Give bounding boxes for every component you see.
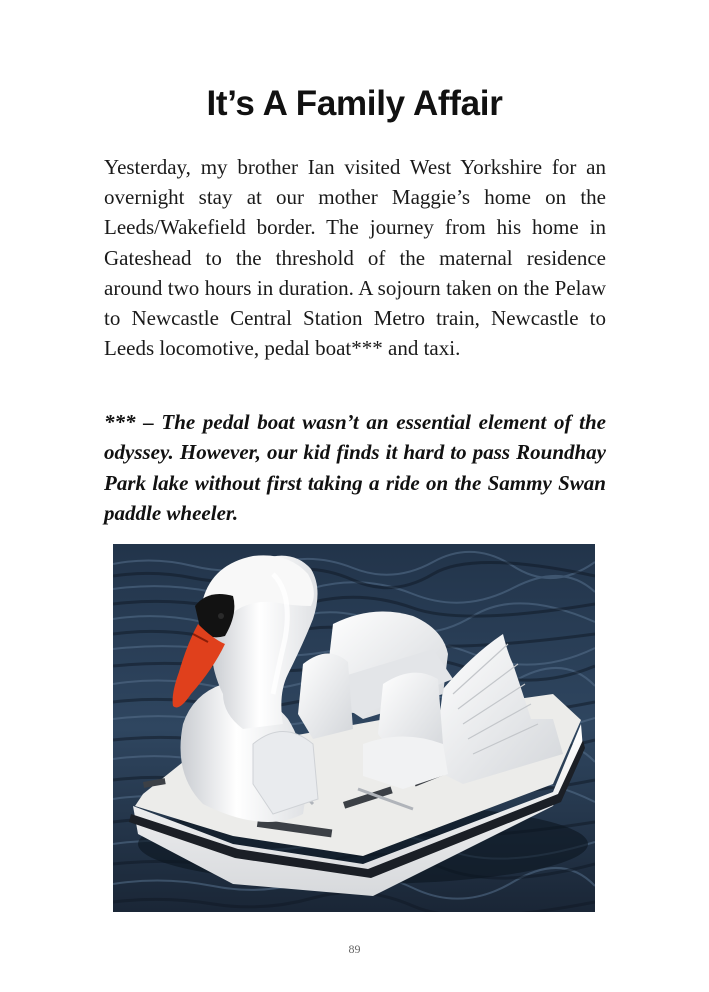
page-number: 89: [348, 942, 361, 956]
page-title: It’s A Family Affair: [206, 84, 503, 123]
body-paragraph: Yesterday, my brother Ian visited West Yorkshire for an overnight stay at our mother Maggie’s home on the Leeds/Wakefield border. The journey from his home in Gateshead to the threshold of the maternal residence around two hours in duration. A sojourn taken on the Pelaw to Newcastle Central Station Metro train, Newcastle to Leeds locomotive, pedal boat*** and taxi.: [104, 155, 606, 361]
footnote: *** – The pedal boat wasn’t an essential element of the odyssey. However, our kid finds it hard to pass Roundhay Park lake without first taking a ride on the Sammy Swan paddle wheeler.: [104, 410, 606, 526]
swan-pedal-boat-photo: [113, 544, 595, 912]
